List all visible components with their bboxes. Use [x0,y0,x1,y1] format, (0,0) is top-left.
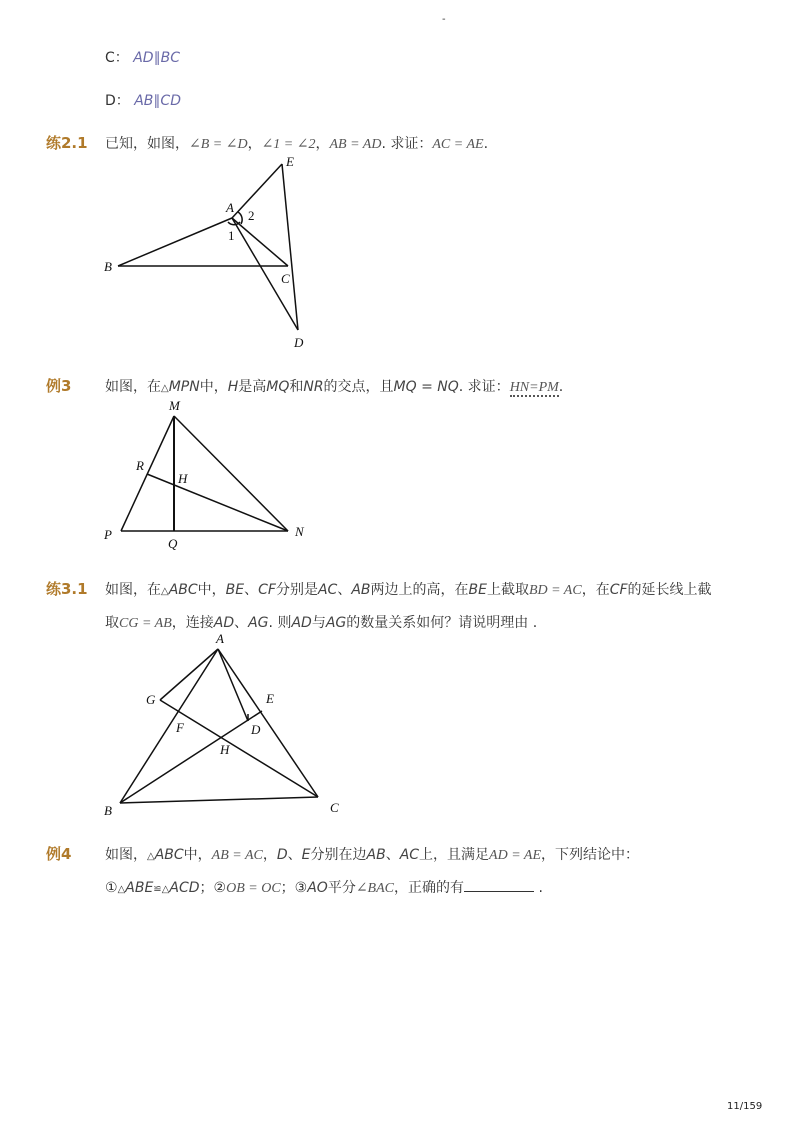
ex31-ag2: AG [325,615,347,631]
option-c-key: C： [105,50,129,66]
ex3-text-f: . 求证： [458,379,510,395]
fig31-line-bc [120,797,318,803]
ex31-l1-a: 如图，在 [105,582,161,598]
fig3-label-q: Q [168,536,178,551]
ex4-c3-expr: ∠BAC [355,881,394,896]
ex4-c3-text: 平分 [327,880,356,896]
ex3-text-c: 是高 [238,379,267,395]
fig31-label-f: F [176,720,184,735]
ex3-eq: MQ = NQ [393,379,459,395]
fig21-label-a: A [226,200,234,215]
ex4-label: 例4 [46,845,72,863]
ex31-ad2: AD [291,615,312,631]
ex31-l1-f: 两边上的高，在 [370,582,469,598]
ex4-l1-a: 如图， [105,847,147,863]
ex31-be: BE [225,582,245,598]
ex31-l1-d: 分别是 [275,582,318,598]
ex31-l1-i: 的延长线上截 [627,582,712,598]
ex31-l1-c: 、 [244,582,259,598]
ex4-c1-cong: ≌ [153,884,162,895]
fig3-label-h: H [178,471,188,486]
ex31-l2-e: 与 [311,615,326,631]
ex4-c3-ao: AO [307,880,328,896]
ex21-sep2: ， [315,136,330,152]
ex3-label: 例3 [46,377,72,395]
ex4-l1-d: 、 [287,847,302,863]
fig31-label-e: E [266,691,274,706]
fig31-line-gc [160,700,318,797]
ex21-text-a: 已知，如图， [105,136,189,152]
ex21-end: . [483,136,489,152]
ex4-l1-g: 上，且满足 [419,847,490,863]
answer-blank[interactable] [464,879,534,892]
ex4-end: . [538,880,543,896]
ex31-abc: ABC [168,582,198,598]
fig31-label-a: A [216,631,224,646]
ex4-l1-h: ，下列结论中： [541,847,640,863]
fig31-label-d: D [251,722,261,737]
ex31-l2-a: 取 [105,615,119,631]
ex21-expr3: AB = AD [329,137,382,152]
ex4-line2 [105,877,543,897]
ex21-sep1: ， [247,136,262,152]
ex3-nr: NR [303,379,324,395]
fig21-label-2: 2 [248,208,255,223]
fig3-label-p: P [104,527,112,542]
ex4-l1-f: 、 [385,847,400,863]
fig31-label-b: B [104,803,112,818]
ex21-text-b: . 求证： [381,136,433,152]
ex4-l1-e: 分别在边 [310,847,367,863]
fig21-label-c: C [281,271,290,286]
ex3-text-d: 和 [289,379,304,395]
option-d-key: D： [105,93,130,109]
ex4-d: D [276,847,288,863]
ex4-abc: ABC [154,847,184,863]
ex3-mpn: MPN [168,379,200,395]
ex31-cg-eq: CG = AB [119,616,172,631]
ex4-c1-tri: △ [117,884,126,895]
ex3-tri: △ [161,383,169,394]
ex4-c1-abe: ABE [125,880,154,896]
ex3-goal: HN=PM [509,380,559,395]
ex3-h: H [227,379,239,395]
ex31-be2: BE [468,582,487,598]
ex4-c1-acd: ACD [169,880,200,896]
ex4-ab-eq: AB = AC [211,848,263,863]
fig3-label-n: N [295,524,304,539]
page-number: 11/159 [727,1101,763,1112]
ex31-cf2: CF [609,582,628,598]
fig21-label-b: B [104,259,112,274]
fig31-label-g: G [146,692,156,707]
fig31-label-c: C [330,800,339,815]
fig3-label-m: M [169,398,180,413]
ex31-l2-d: . 则 [268,615,292,631]
ex31-ad: AD [213,615,235,631]
option-d-expr: AB∥CD [134,93,181,109]
ex3-text-b: 中， [199,379,228,395]
ex31-tri: △ [161,586,169,597]
fig21-label-e: E [286,154,294,169]
ex4-c2-sep: ；③ [280,880,308,896]
ex4-c2-expr: OB = OC [226,881,281,896]
ex31-ag: AG [248,615,269,631]
ex4-c3-end: ，正确的有 [394,880,464,896]
ex3-end: . [558,379,564,395]
ex21-label: 练2.1 [46,134,88,152]
ex21-expr2: ∠1 = ∠2 [261,137,316,152]
ex4-line1 [105,844,639,864]
ex31-l1-b: 中， [197,582,226,598]
ex4-c1-num: ① [105,880,118,896]
ex4-ac: AC [399,847,420,863]
ex3-text-e: 的交点，且 [323,379,394,395]
ex4-ad-eq: AD = AE [489,848,542,863]
fig21-label-1: 1 [228,228,235,243]
ex4-c1-tri2: △ [161,884,170,895]
option-c-expr: AD∥BC [133,50,180,66]
ex4-l1-b: 中， [183,847,212,863]
fig21-label-d: D [294,335,304,350]
fig31-line-ac [218,649,318,797]
fig3-label-r: R [136,458,144,473]
ex31-ab: AB [351,582,371,598]
ex4-e: E [301,847,311,863]
ex4-ab: AB [366,847,386,863]
ex31-l2-b: ，连接 [171,615,214,631]
ex3-mq: MQ [266,379,290,395]
ex3-text-a: 如图，在 [105,379,161,395]
ex31-ac: AC [317,582,338,598]
fig31-line-ga [160,649,218,700]
ex4-tri: △ [147,851,155,862]
ex31-l2-c: 、 [234,615,249,631]
ex31-l1-e: 、 [337,582,352,598]
ex31-l2-f: 的数量关系如何？请说明理由 . [346,615,538,631]
ex31-label: 练3.1 [46,580,88,598]
top-mark: - [442,14,446,25]
ex31-l1-h: ，在 [581,582,610,598]
ex21-expr1: ∠B = ∠D [189,137,248,152]
fig31-line-be [120,711,262,803]
ex31-cf: CF [258,582,276,598]
ex21-expr4: AC = AE [432,137,484,152]
ex31-l1-g: 上截取 [486,582,529,598]
fig31-line-ad [218,649,248,721]
ex31-bd-eq: BD = AC [528,583,582,598]
ex4-c1-sep: ；② [199,880,227,896]
fig31-label-h: H [220,742,230,757]
ex4-l1-c: ， [262,847,277,863]
